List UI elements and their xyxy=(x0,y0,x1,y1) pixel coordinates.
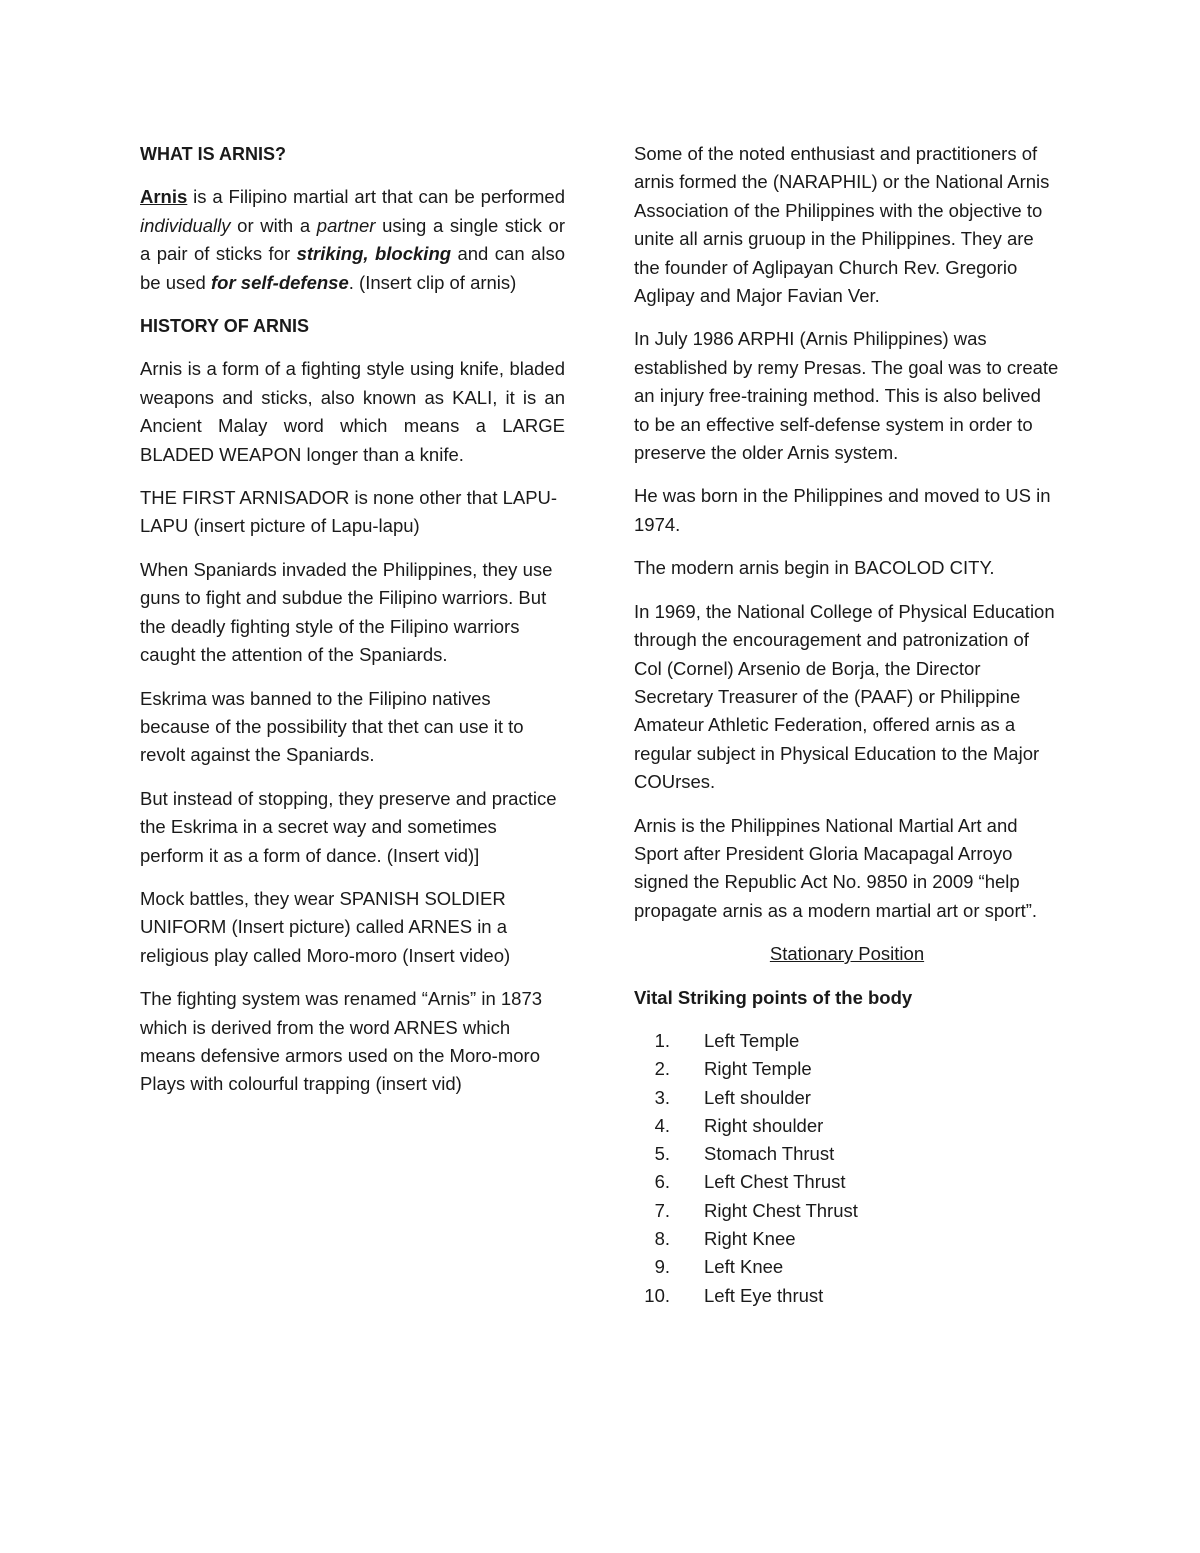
list-item: 10. Left Eye thrust xyxy=(644,1284,824,1306)
vital-points-list xyxy=(634,1027,1060,1310)
history-paragraph: But instead of stopping, they preserve and practice the Eskrima in a secret way and sometimes perform it as a form of dance. (Insert vid)] xyxy=(140,787,557,866)
list-item: 4. Right shoulder xyxy=(654,1114,824,1136)
heading-history-of-arnis: HISTORY OF ARNIS xyxy=(140,316,310,337)
intro-term: Arnis xyxy=(140,186,188,208)
history-paragraph: Eskrima was banned to the Filipino natives because of the possibility that thet can use it to revolt against the Spaniards. xyxy=(140,687,524,766)
history-paragraph: Mock battles, they wear SPANISH SOLDIER UNIFORM (Insert picture) called ARNES in a religious play called Moro-moro (Insert video) xyxy=(140,887,511,966)
list-item: 9. Left Knee xyxy=(654,1256,784,1278)
list-item: 6. Left Chest Thrust xyxy=(654,1171,846,1193)
history-paragraph: Arnis is the Philippines National Martial Art and Sport after President Gloria Macapagal Arroyo signed the Republic Act No. 9850 in 2009 “help propagate arnis as a modern martial art or sport”. xyxy=(634,814,1038,921)
history-paragraph: When Spaniards invaded the Philippines, they use guns to fight and subdue the Filipino warriors. But the deadly fighting style of the Filipino warriors caught the attention of the Spaniards. xyxy=(140,558,553,666)
vital-points-heading: Vital Striking points of the body xyxy=(634,986,913,1008)
history-paragraph: He was born in the Philippines and moved to US in 1974. xyxy=(634,485,1051,535)
intro-paragraph: Arnis is a Filipino martial art that can be performed individually or with a partner using a single stick or a pair of sticks for striking, blocking and can also be used for self-defense. (Insert clip of arnis) xyxy=(140,186,565,293)
history-paragraph: In 1969, the National College of Physical Education through the encouragement and patronization of Col (Cornel) Arsenio de Borja, the Director Secretary Treasurer of the (PAAF) or Philippine Amateur Athletic Federation, offered arnis as a regular subject in Physical Education to the Major COUrses. xyxy=(634,600,1055,793)
list-item: 2. Right Temple xyxy=(654,1058,812,1080)
history-paragraph: The fighting system was renamed “Arnis” in 1873 which is derived from the word ARNES which means defensive armors used on the Moro-moro Plays with colourful trapping (insert vid) xyxy=(140,988,543,1095)
history-paragraph: The modern arnis begin in BACOLOD CITY. xyxy=(634,557,995,579)
history-paragraph: THE FIRST ARNISADOR is none other that LAPU-LAPU (insert picture of Lapu-lapu) xyxy=(140,487,558,537)
history-paragraph: Arnis is a form of a fighting style using knife, bladed weapons and sticks, also known as KALI, it is an Ancient Malay word which means a LARGE BLADED WEAPON longer than a knife. xyxy=(140,358,565,465)
list-item: 8. Right Knee xyxy=(654,1228,796,1250)
list-item: 1. Left Temple xyxy=(654,1029,800,1051)
left-column xyxy=(140,140,565,1114)
history-paragraph: In July 1986 ARPHI (Arnis Philippines) was established by remy Presas. The goal was to create an injury free-training method. This is also belived to be an effective self-defense system in order to preserve the older Arnis system. xyxy=(634,328,1059,464)
history-paragraph: Some of the noted enthusiast and practitioners of arnis formed the (NARAPHIL) or the National Arnis Association of the Philippines with the objective to unite all arnis gruoup in the Philippines. They are the founder of Aglipayan Church Rev. Gregorio Aglipay and Major Favian Ver. xyxy=(634,143,1050,307)
right-column xyxy=(634,140,1060,1310)
stationary-position-title: Stationary Position xyxy=(769,943,925,965)
list-item: 5. Stomach Thrust xyxy=(654,1143,835,1165)
list-item: 3. Left shoulder xyxy=(654,1086,811,1108)
list-item: 7. Right Chest Thrust xyxy=(654,1199,858,1221)
heading-what-is-arnis: WHAT IS ARNIS? xyxy=(140,144,286,164)
